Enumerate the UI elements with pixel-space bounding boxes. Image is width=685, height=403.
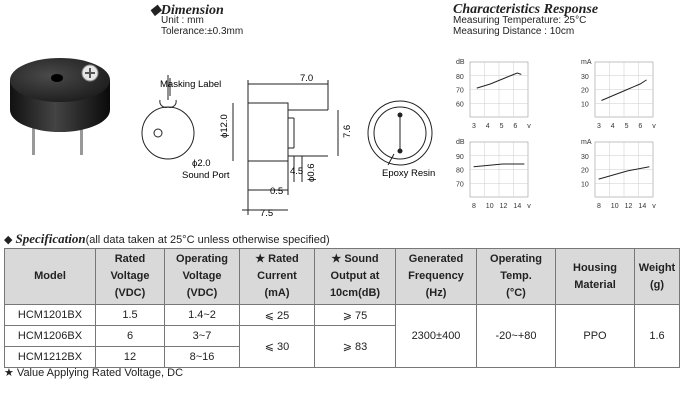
col-model: Model [5,249,96,305]
col-operating-voltage: Operating Voltage (VDC) [165,249,240,305]
frequency-cell: 2300±400 [396,305,477,368]
dim-l75: 7.5 [260,208,274,219]
col-frequency: Generated Frequency (Hz) [396,249,477,305]
chart-3-xtick: 12 [624,203,633,210]
specification-note: (all data taken at 25°C unless otherwise specified) [85,234,330,246]
chart-3-xtick: 10 [610,203,619,210]
dimension-title: ◆Dimension [150,3,224,18]
characteristics-charts [440,50,680,220]
chart-2-ylabel: dB [456,139,465,146]
col-weight: Weight (g) [635,249,680,305]
col-rated-current: ★ Rated Current (mA) [240,249,315,305]
chart-2-xtick: v [527,203,531,210]
sound-cell-1: ⩾ 75 [315,305,396,326]
dim-l05: 0.5 [270,186,284,197]
measure-distance: Measuring Distance : 10cm [453,26,575,37]
weight-cell: 1.6 [635,305,680,368]
chart-0-xtick: 6 [513,123,518,130]
current-cell-2: ⩽ 30 [240,326,315,368]
product-photo [2,40,122,160]
sound-cell-2: ⩾ 83 [315,326,396,368]
chart-0-xtick: 4 [485,123,490,130]
chart-0-xtick: v [527,123,531,130]
chart-1-ytick: 10 [581,101,589,109]
chart-1-ytick: 30 [581,73,589,81]
chart-0-ytick: 60 [456,101,464,109]
chart-0-ytick: 80 [456,73,464,81]
chart-2-xtick: 10 [485,203,494,210]
table-row: HCM1212BX 12 8~16 [5,347,680,368]
specification-title: Specification [15,231,86,246]
unit-text: Unit : mm [161,15,204,26]
chart-1-xtick: v [652,123,656,130]
temp-cell: -20~+80 [477,305,556,368]
dim-d12: ϕ12.0 [219,114,230,138]
chart-1-ylabel: mA [581,59,592,66]
specification-heading: ◆ Specification(all data taken at 25°C unless otherwise specified) [4,231,330,246]
material-cell: PPO [556,305,635,368]
dim-l45: 4.5 [290,166,304,177]
chart-3-xtick: 14 [638,203,647,210]
chart-2-xtick: 12 [499,203,508,210]
chart-2-ytick: 70 [456,181,464,189]
col-rated-voltage: Rated Voltage (VDC) [96,249,165,305]
chart-3-xtick: v [652,203,656,210]
chart-2-xtick: 8 [472,203,476,210]
table-row: HCM1201BX 1.5 1.4~2 ⩽ 25 ⩾ 75 2300±400 -20~+80 PPO 1.6 [5,305,680,326]
chart-3-ytick: 30 [581,153,589,161]
chart-0-ylabel: dB [456,59,465,66]
chart-1-xtick: 3 [597,123,601,130]
table-row: HCM1206BX 6 3~7 ⩽ 30 ⩾ 83 [5,326,680,347]
chart-3-ytick: 20 [581,167,589,175]
dim-d06: ϕ0.6 [306,163,317,182]
dim-w7: 7.0 [300,73,314,84]
tolerance-text: Tolerance:±0.3mm [161,26,244,37]
chart-1-ytick: 20 [581,87,589,95]
chart-0-xtick: 3 [472,123,476,130]
chart-1-xtick: 4 [610,123,615,130]
col-temp: Operating Temp. (°C) [477,249,556,305]
measure-temp: Measuring Temperature: 25°C [453,15,587,26]
col-material: Housing Material [556,249,635,305]
masking-label: Masking Label [160,79,222,90]
footnote: ★ Value Applying Rated Voltage, DC [4,367,184,379]
table-header-row [5,249,680,305]
epoxy-label: Epoxy Resin [382,168,436,179]
chart-3-ylabel: mA [581,139,592,146]
dimension-drawing [130,70,450,230]
chart-1-xtick: 6 [638,123,643,130]
chart-2-ytick: 90 [456,153,464,161]
chart-3-xtick: 8 [597,203,601,210]
current-cell-1: ⩽ 25 [240,305,315,326]
chart-2-ytick: 80 [456,167,464,175]
dim-d2: ϕ2.0 [192,158,211,169]
col-sound-output: ★ Sound Output at 10cm(dB) [315,249,396,305]
chart-1-xtick: 5 [624,123,629,130]
chart-0-xtick: 5 [499,123,504,130]
dim-h76: 7.6 [342,124,353,138]
characteristics-title: Characteristics Response [453,2,599,17]
spec-table [4,248,680,368]
chart-0-ytick: 70 [456,87,464,95]
chart-2-xtick: 14 [513,203,522,210]
chart-3-ytick: 10 [581,181,589,189]
sound-port-label: Sound Port [182,170,230,181]
